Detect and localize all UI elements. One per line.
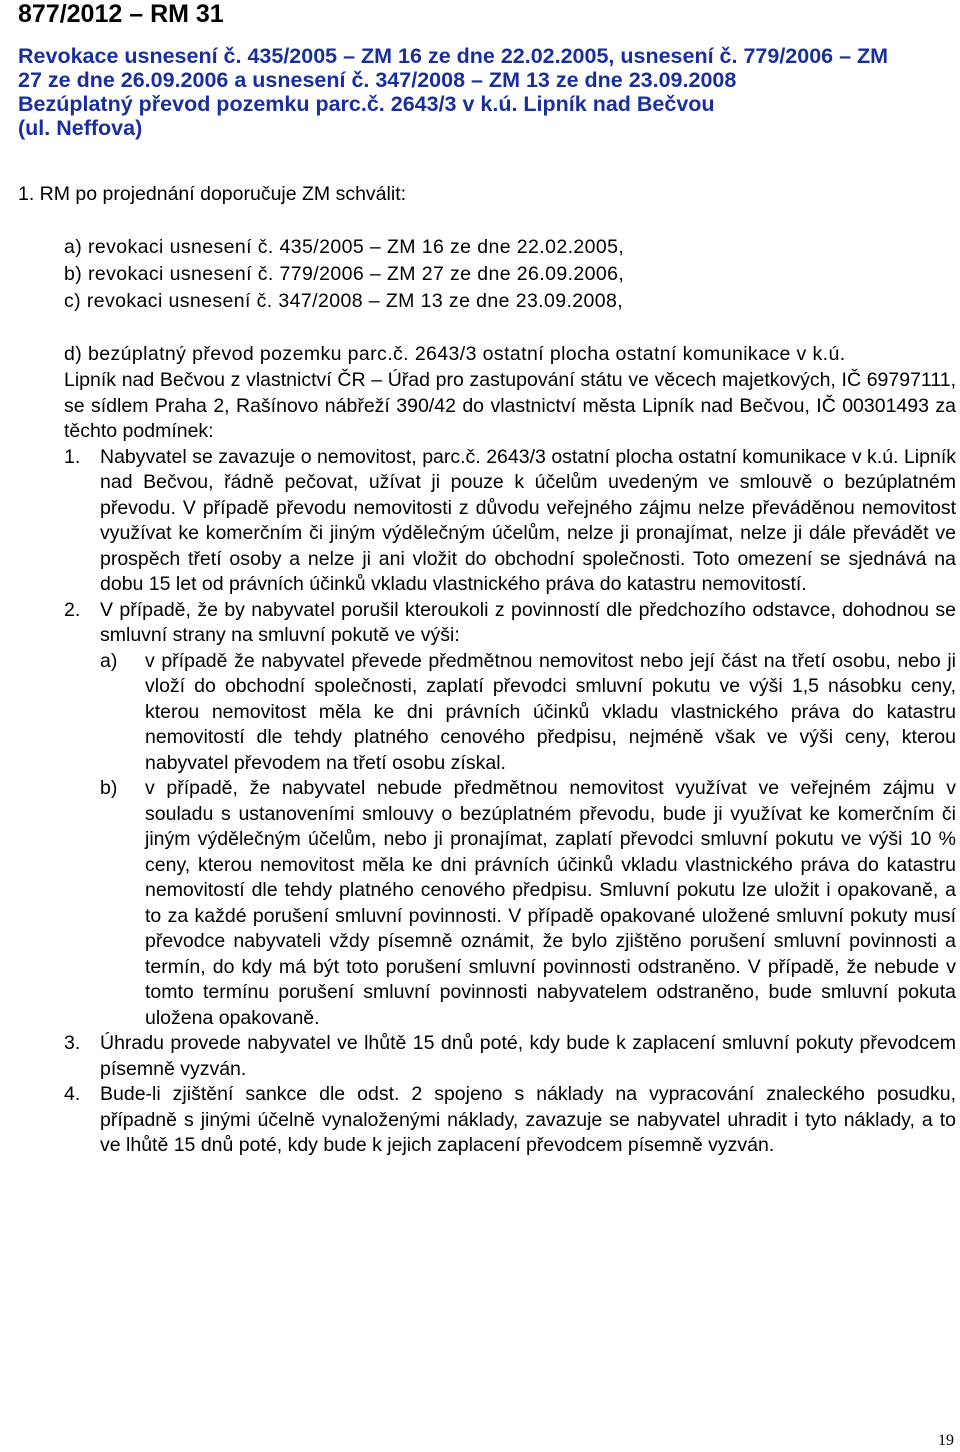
penalty-label: a): [100, 649, 118, 672]
condition-item: [64, 598, 956, 1032]
condition-number: 4.: [64, 1083, 81, 1105]
conditions-list: [64, 445, 956, 1159]
revocation-list: [64, 234, 624, 315]
transfer-body: [64, 368, 956, 1159]
resolution-heading: [18, 44, 958, 140]
intro-text: 1. RM po projednání doporučuje ZM schválit:: [18, 183, 407, 205]
condition-text: V případě, že by nabyvatel porušil kteroukoli z povinností dle předchozího odstavce, dohodnou se smluvní strany na smluvní pokutě ve výši:: [100, 598, 956, 646]
condition-number: 1.: [64, 445, 81, 468]
penalty-item: [100, 776, 956, 1031]
penalty-label: b): [100, 777, 118, 799]
condition-item: [64, 445, 956, 598]
page-number: 19: [938, 1432, 954, 1449]
revocation-item: b) revokaci usnesení č. 779/2006 – ZM 27 ze dne 26.09.2006,: [64, 263, 625, 285]
condition-text: Nabyvatel se zavazuje o nemovitost, parc.č. 2643/3 ostatní plocha ostatní komunikace v k.ú. Lipník nad Bečvou, řádně pečovat, užívat ji pouze k účelům uvedeným ve smlouvě o bezúplatném převodu. V případě převodu nemovitosti z důvodu veřejného zájmu nelze převáděnou nemovitost využívat ke komerčním či jiným výdělečným účelům, nelze ji pronajímat, nelze ji dále převádět ve prospěch třetí osoby a nelze ji ani vložit do obchodní společnosti. Toto omezení se sjednává na dobu 15 let od právních účinků vkladu vlastnického práva do katastru nemovitostí.: [100, 445, 956, 595]
heading-line: Revokace usnesení č. 435/2005 – ZM 16 ze dne 22.02.2005, usnesení č. 779/2006 – ZM: [18, 44, 889, 68]
condition-number: 2.: [64, 598, 81, 621]
condition-text: Úhradu provede nabyvatel ve lhůtě 15 dnů poté, kdy bude k zaplacení smluvní pokuty převodcem písemně vyzván.: [100, 1032, 956, 1080]
heading-line: 27 ze dne 26.09.2006 a usnesení č. 347/2008 – ZM 13 ze dne 23.09.2008: [18, 68, 737, 92]
condition-number: 3.: [64, 1032, 81, 1054]
penalty-item: [100, 649, 956, 777]
transfer-item-first-line: d) bezúplatný převod pozemku parc.č. 2643/3 ostatní plocha ostatní komunikace v k.ú.: [64, 343, 846, 365]
heading-line: Bezúplatný převod pozemku parc.č. 2643/3 v k.ú. Lipník nad Bečvou: [18, 92, 715, 116]
revocation-item: a) revokaci usnesení č. 435/2005 – ZM 16 ze dne 22.02.2005,: [64, 236, 625, 258]
penalty-text: v případě, že nabyvatel nebude předmětnou nemovitost využívat ve veřejném zájmu v souladu s ustanoveními smlouvy o bezúplatném převodu, bude ji využívat ke komerčním či jiným výdělečným účelům, nebo ji pronajímat, zaplatí převodci smluvní pokutu ve výši 10 % ceny, kterou nemovitost měla ke dni právních účinků vkladu vlastnického práva do katastru nemovitostí dle tehdy platného cenového předpisu. Smluvní pokutu lze uložit i opakovaně, a to za každé porušení smluvní povinnosti. V případě opakované uložené smluvní pokuty musí převodce nabyvateli vždy písemně oznámit, že bylo zjištěno porušení smluvní povinnosti a termín, do kdy má být toto porušení smluvní povinnosti odstraněno. V případě, že nebude v tomto termínu porušení smluvní povinnosti nabyvatelem odstraněno, bude smluvní pokuta uložena opakovaně.: [145, 777, 956, 1029]
heading-line: (ul. Neffova): [18, 116, 143, 140]
document-number: 877/2012 – RM 31: [18, 0, 224, 28]
penalty-text: v případě že nabyvatel převede předmětnou nemovitost nebo její část na třetí osobu, nebo ji vloží do obchodní společnosti, zaplatí převodci smluvní pokutu ve výši 1,5 násobku ceny, kterou nemovitost měla ke dni právních účinků vkladu vlastnického práva do katastru nemovitostí dle tehdy platného cenového předpisu, nejméně však ve výši ceny, kterou nabyvatel převodem na třetí osobu získal.: [145, 649, 956, 774]
condition-item: [64, 1031, 956, 1082]
penalty-list: [100, 649, 956, 1032]
transfer-item-text: Lipník nad Bečvou z vlastnictví ČR – Úřad pro zastupování státu ve věcech majetkových, IČ 69797111, se sídlem Praha 2, Rašínovo nábřeží 390/42 do vlastnictví města Lipník nad Bečvou, IČ 00301493 za těchto podmínek:: [64, 369, 956, 442]
condition-text: Bude-li zjištění sankce dle odst. 2 spojeno s náklady na vypracování znaleckého posudku, případně s jinými účelně vynaloženými náklady, zavazuje se nabyvatel uhradit i tyto náklady, a to ve lhůtě 15 dnů poté, kdy bude k jejich zaplacení převodcem písemně vyzván.: [100, 1083, 956, 1156]
revocation-item: c) revokaci usnesení č. 347/2008 – ZM 13 ze dne 23.09.2008,: [64, 290, 624, 312]
condition-item: [64, 1082, 956, 1159]
